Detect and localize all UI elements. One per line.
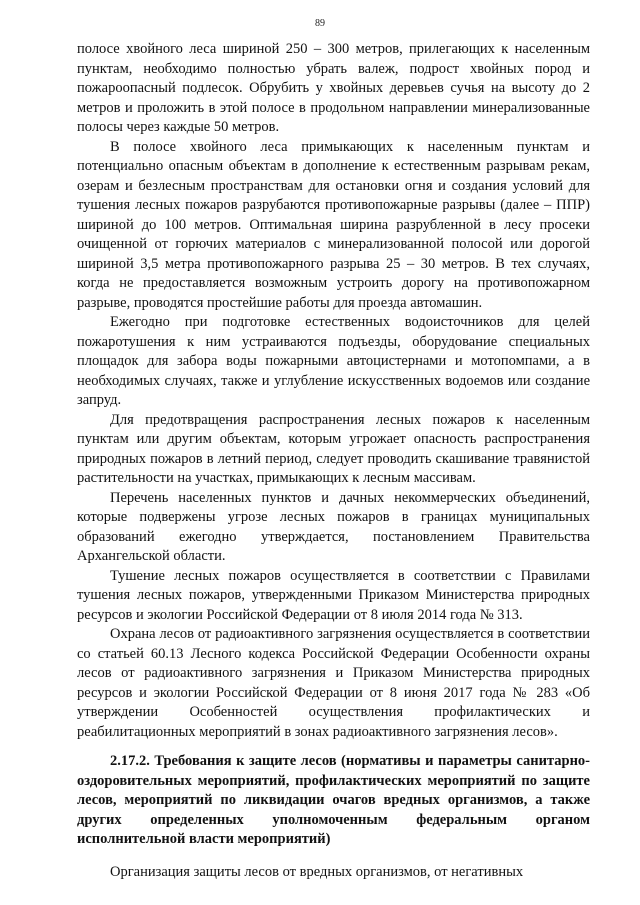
- paragraph-2: В полосе хвойного леса примыкающих к населенным пунктам и потенциально опасным объектам в дополнение к естественным разрывам рекам, озерам и безлесным пространствам для остановки огня и создания условий для тушения лесных пожаров разрубаются противопожарные разрывы (далее – ППР) шириной до 100 метров. Оптимальная ширина разрубленной в лесу просеки очищенной от горючих материалов с минерализованной полосой или дорогой шириной 3,5 метра противопожарного разрыва 25 – 30 метров. В тех случаях, когда не предоставляется возможным устроить дорогу на противопожарном разрыве, проводятся простейшие работы для проезда автомашин.: [77, 138, 590, 311]
- paragraph-6: Тушение лесных пожаров осуществляется в соответствии с Правилами тушения лесных пожаров, утвержденными Приказом Министерства природных ресурсов и экологии Российской Федерации от 8 июля 2014 года № 313.: [77, 567, 590, 623]
- paragraph-1: полосе хвойного леса шириной 250 – 300 метров, прилегающих к населенным пунктам, необходимо полностью убрать валеж, подрост хвойных пород и пожароопасный подлесок. Обрубить у хвойных деревьев сучья на высоту до 2 метров и проложить в этой полосе в продольном направлении минерализованные полосы через каждые 50 метров.: [77, 41, 590, 135]
- page-number: 89: [315, 18, 325, 29]
- paragraph-7: Охрана лесов от радиоактивного загрязнения осуществляется в соответствии со статьей 60.13 Лесного кодекса Российской Федерации Особенности охраны лесов от радиоактивного загрязнения и Приказом Министерства природных ресурсов и экологии Российской Федерации от 8 июня 2017 года № 283 «Об утверждении Особенностей осуществления профилактических и реабилитационных мероприятий в зонах радиоактивного загрязнения лесов».: [77, 626, 590, 740]
- paragraph-4: Для предотвращения распространения лесных пожаров к населенным пунктам или другим объектам, которым угрожает опасность распространения природных пожаров в летний период, следует проводить скашивание травянистой растительности на участках, примыкающих к лесным массивам.: [77, 411, 590, 486]
- paragraph-3: Ежегодно при подготовке естественных водоисточников для целей пожаротушения к ним устраиваются подъезды, оборудование специальных площадок для забора воды пожарными автоцистернами и мотопомпами, а в необходимых случаях, также и углубление искусственных водоемов или создание запруд.: [77, 314, 590, 408]
- paragraph-8: Организация защиты лесов от вредных организмов, от негативных: [110, 863, 524, 880]
- document-body: [77, 40, 590, 882]
- section-heading: 2.17.2. Требования к защите лесов (нормативы и параметры санитарно-оздоровительных мероприятий, профилактических мероприятий по защите лесов, мероприятий по ликвидации очагов вредных организмов, а также других определенных уполномоченным федеральным органом исполнительной власти мероприятий): [77, 753, 590, 847]
- paragraph-5: Перечень населенных пунктов и дачных некоммерческих объединений, которые подвержены угрозе лесных пожаров в границах муниципальных образований ежегодно утверждается, постановлением Правительства Архангельской области.: [77, 489, 590, 564]
